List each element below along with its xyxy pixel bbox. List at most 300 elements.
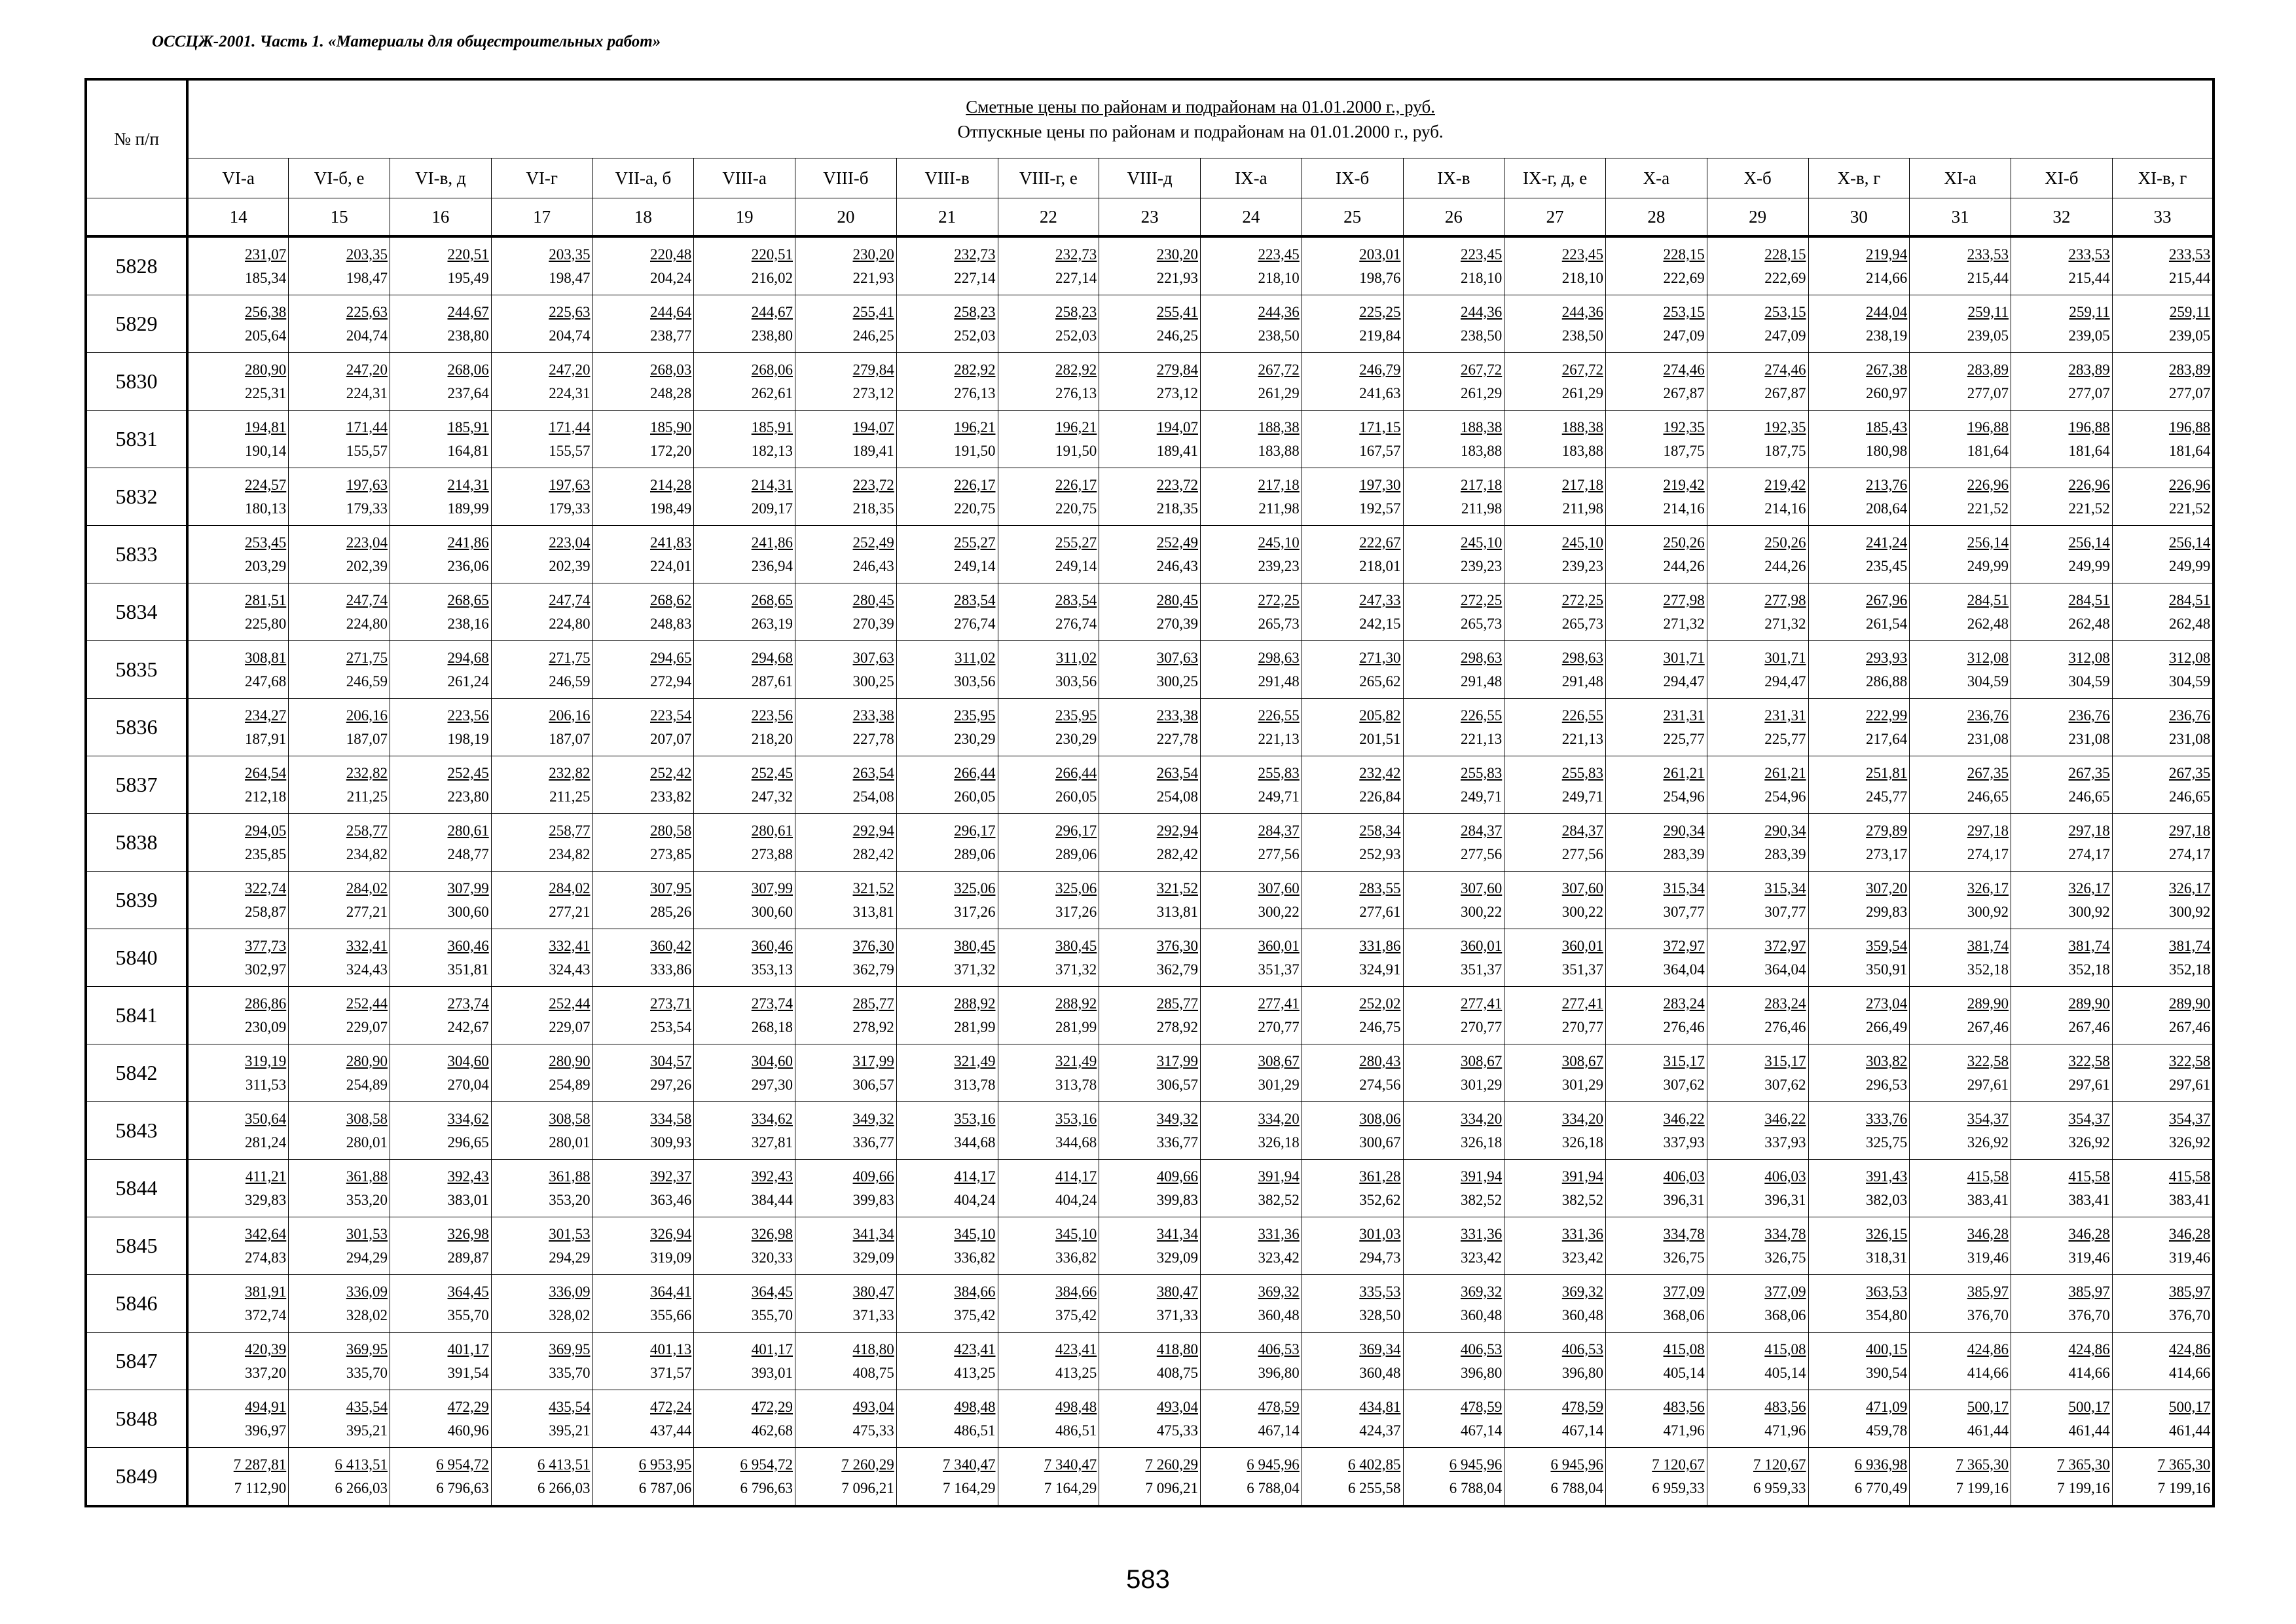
estimate-price-wrap bbox=[191, 301, 286, 324]
estimate-price-wrap bbox=[191, 992, 286, 1016]
estimate-price: 244,67 bbox=[751, 303, 793, 320]
release-price: 205,64 bbox=[245, 327, 287, 344]
estimate-price-wrap bbox=[1101, 531, 1198, 555]
estimate-price-wrap bbox=[1000, 704, 1097, 728]
release-price: 352,18 bbox=[2168, 961, 2211, 978]
column-number: 23 bbox=[1099, 198, 1201, 237]
estimate-price-wrap bbox=[696, 1223, 793, 1246]
estimate-price-wrap bbox=[1406, 1165, 1503, 1189]
release-price: 300,67 bbox=[1359, 1134, 1401, 1151]
estimate-price-wrap bbox=[1912, 1280, 2009, 1304]
estimate-price-wrap bbox=[1709, 934, 1806, 958]
release-price: 297,26 bbox=[650, 1076, 692, 1093]
price-cell bbox=[1099, 641, 1201, 699]
release-price: 372,74 bbox=[245, 1306, 287, 1323]
release-price: 461,44 bbox=[1967, 1422, 2009, 1439]
price-cell bbox=[896, 1102, 998, 1160]
price-cell bbox=[1910, 814, 2011, 872]
estimate-price-wrap bbox=[494, 589, 591, 612]
estimate-price-wrap bbox=[1506, 819, 1603, 843]
release-price: 317,26 bbox=[1055, 903, 1097, 920]
release-price: 396,31 bbox=[1764, 1191, 1806, 1208]
estimate-price-wrap bbox=[595, 1395, 692, 1419]
release-price: 273,85 bbox=[650, 845, 692, 862]
price-cell bbox=[1403, 641, 1504, 699]
estimate-price: 322,58 bbox=[1967, 1052, 2009, 1069]
estimate-price-wrap bbox=[696, 589, 793, 612]
estimate-price: 286,86 bbox=[245, 995, 287, 1012]
price-cell bbox=[998, 929, 1099, 987]
release-price: 337,93 bbox=[1663, 1134, 1705, 1151]
release-price: 249,71 bbox=[1461, 788, 1503, 805]
release-price: 467,14 bbox=[1258, 1422, 1300, 1439]
table-row bbox=[86, 353, 2214, 411]
row-number: 5838 bbox=[86, 814, 187, 872]
estimate-price: 250,26 bbox=[1663, 534, 1705, 551]
release-price: 376,70 bbox=[1967, 1306, 2009, 1323]
release-price: 323,42 bbox=[1258, 1249, 1300, 1266]
estimate-price: 271,75 bbox=[549, 649, 591, 666]
estimate-price: 296,17 bbox=[1055, 822, 1097, 839]
release-price: 262,48 bbox=[1967, 615, 2009, 632]
release-price: 202,39 bbox=[346, 557, 388, 574]
price-cell bbox=[491, 1275, 592, 1333]
estimate-price-wrap bbox=[2115, 531, 2210, 555]
price-cell bbox=[998, 872, 1099, 929]
release-price: 270,77 bbox=[1561, 1018, 1603, 1035]
estimate-price: 322,58 bbox=[2168, 1052, 2211, 1069]
estimate-price-wrap bbox=[1811, 819, 1908, 843]
estimate-price-wrap bbox=[899, 877, 996, 900]
release-price: 276,46 bbox=[1764, 1018, 1806, 1035]
price-cell bbox=[1201, 295, 1302, 353]
estimate-price-wrap bbox=[494, 762, 591, 785]
estimate-price-wrap bbox=[1912, 243, 2009, 267]
estimate-price-wrap bbox=[1203, 992, 1300, 1016]
estimate-price-wrap bbox=[1506, 1280, 1603, 1304]
estimate-price: 380,47 bbox=[852, 1283, 894, 1300]
estimate-price: 363,53 bbox=[1866, 1283, 1908, 1300]
release-price: 238,50 bbox=[1461, 327, 1503, 344]
title-line-release: Отпускные цены по районам и подрайонам на 01.01.2000 г., руб. bbox=[957, 122, 1444, 141]
estimate-price-wrap bbox=[1608, 358, 1705, 382]
price-cell bbox=[2011, 526, 2113, 583]
estimate-price-wrap bbox=[1811, 531, 1908, 555]
price-cell bbox=[795, 1217, 897, 1275]
estimate-price: 255,41 bbox=[1156, 303, 1198, 320]
estimate-price-wrap bbox=[595, 992, 692, 1016]
price-cell bbox=[1201, 872, 1302, 929]
estimate-price: 232,82 bbox=[346, 764, 388, 781]
estimate-price: 321,49 bbox=[954, 1052, 996, 1069]
estimate-price: 360,42 bbox=[650, 937, 692, 954]
estimate-price: 483,56 bbox=[1663, 1398, 1705, 1415]
price-cell bbox=[1910, 1333, 2011, 1390]
release-price: 351,37 bbox=[1461, 961, 1503, 978]
estimate-price-wrap bbox=[291, 531, 388, 555]
estimate-price: 346,22 bbox=[1663, 1110, 1705, 1127]
release-price: 336,82 bbox=[954, 1249, 996, 1266]
estimate-price-wrap bbox=[1506, 416, 1603, 439]
estimate-price: 233,53 bbox=[2068, 246, 2110, 263]
release-price: 326,18 bbox=[1561, 1134, 1603, 1151]
price-cell bbox=[187, 236, 289, 295]
estimate-price-wrap bbox=[1000, 358, 1097, 382]
estimate-price-wrap bbox=[191, 416, 286, 439]
estimate-price-wrap bbox=[595, 646, 692, 670]
estimate-price: 415,58 bbox=[2068, 1168, 2110, 1185]
estimate-price-wrap bbox=[1506, 934, 1603, 958]
estimate-price-wrap bbox=[696, 531, 793, 555]
price-cell bbox=[289, 1390, 390, 1448]
estimate-price: 334,62 bbox=[447, 1110, 489, 1127]
row-number: 5845 bbox=[86, 1217, 187, 1275]
release-price: 273,17 bbox=[1866, 845, 1908, 862]
release-price: 246,43 bbox=[1156, 557, 1198, 574]
estimate-price-wrap bbox=[1506, 646, 1603, 670]
estimate-price: 267,35 bbox=[1967, 764, 2009, 781]
release-price: 191,50 bbox=[954, 442, 996, 459]
release-price: 360,48 bbox=[1359, 1364, 1401, 1381]
release-price: 7 096,21 bbox=[1145, 1479, 1198, 1496]
estimate-price: 325,06 bbox=[954, 879, 996, 896]
price-cell bbox=[896, 583, 998, 641]
price-cell bbox=[1504, 987, 1606, 1044]
release-price: 181,64 bbox=[2068, 442, 2110, 459]
estimate-price-wrap bbox=[1203, 762, 1300, 785]
release-price: 227,14 bbox=[954, 269, 996, 286]
estimate-price: 188,38 bbox=[1561, 418, 1603, 435]
release-price: 363,46 bbox=[650, 1191, 692, 1208]
release-price: 337,20 bbox=[245, 1364, 287, 1381]
estimate-price: 380,45 bbox=[1055, 937, 1097, 954]
release-price: 224,80 bbox=[346, 615, 388, 632]
estimate-price: 214,31 bbox=[447, 476, 489, 493]
price-cell bbox=[1403, 699, 1504, 756]
release-price: 353,20 bbox=[549, 1191, 591, 1208]
estimate-price-wrap bbox=[291, 473, 388, 497]
estimate-price: 391,94 bbox=[1258, 1168, 1300, 1185]
estimate-price: 354,37 bbox=[2168, 1110, 2211, 1127]
estimate-price: 258,23 bbox=[954, 303, 996, 320]
estimate-price: 274,46 bbox=[1663, 361, 1705, 378]
estimate-price: 283,89 bbox=[2068, 361, 2110, 378]
estimate-price: 308,67 bbox=[1561, 1052, 1603, 1069]
price-cell bbox=[2011, 353, 2113, 411]
row-number: 5836 bbox=[86, 699, 187, 756]
release-price: 221,13 bbox=[1561, 730, 1603, 747]
price-cell bbox=[1707, 353, 1808, 411]
column-header: VIII-а bbox=[694, 158, 795, 198]
estimate-price: 6 413,51 bbox=[335, 1456, 388, 1473]
row-number: 5833 bbox=[86, 526, 187, 583]
estimate-price: 255,27 bbox=[1055, 534, 1097, 551]
release-price: 396,31 bbox=[1663, 1191, 1705, 1208]
estimate-price-wrap bbox=[191, 243, 286, 267]
release-price: 375,42 bbox=[954, 1306, 996, 1323]
column-number: 22 bbox=[998, 198, 1099, 237]
estimate-price: 217,18 bbox=[1461, 476, 1503, 493]
estimate-price: 307,60 bbox=[1561, 879, 1603, 896]
estimate-price-wrap bbox=[1506, 473, 1603, 497]
estimate-price: 197,63 bbox=[549, 476, 591, 493]
release-price: 164,81 bbox=[447, 442, 489, 459]
estimate-price: 409,66 bbox=[852, 1168, 894, 1185]
release-price: 319,46 bbox=[1967, 1249, 2009, 1266]
release-price: 296,65 bbox=[447, 1134, 489, 1151]
release-price: 234,82 bbox=[549, 845, 591, 862]
price-cell bbox=[1201, 814, 1302, 872]
estimate-price: 196,21 bbox=[1055, 418, 1097, 435]
estimate-price-wrap bbox=[1506, 301, 1603, 324]
price-cell bbox=[187, 699, 289, 756]
row-number: 5846 bbox=[86, 1275, 187, 1333]
price-cell bbox=[592, 756, 694, 814]
price-cell bbox=[694, 929, 795, 987]
estimate-price-wrap bbox=[2013, 243, 2110, 267]
release-price: 249,71 bbox=[1561, 788, 1603, 805]
release-price: 246,25 bbox=[1156, 327, 1198, 344]
estimate-price-wrap bbox=[191, 877, 286, 900]
price-cell bbox=[1606, 987, 1707, 1044]
estimate-price-wrap bbox=[899, 992, 996, 1016]
release-price: 236,94 bbox=[751, 557, 793, 574]
release-price: 212,18 bbox=[245, 788, 287, 805]
release-price: 187,07 bbox=[549, 730, 591, 747]
estimate-price-wrap bbox=[2013, 1165, 2110, 1189]
price-cell bbox=[187, 1102, 289, 1160]
release-price: 260,05 bbox=[954, 788, 996, 805]
estimate-price-wrap bbox=[1304, 589, 1401, 612]
estimate-price: 292,94 bbox=[852, 822, 894, 839]
estimate-price-wrap bbox=[1811, 473, 1908, 497]
estimate-price: 331,86 bbox=[1359, 937, 1401, 954]
release-price: 324,43 bbox=[549, 961, 591, 978]
price-cell bbox=[694, 1044, 795, 1102]
estimate-price: 252,02 bbox=[1359, 995, 1401, 1012]
price-cell bbox=[795, 526, 897, 583]
price-cell bbox=[1808, 641, 1910, 699]
estimate-price: 369,34 bbox=[1359, 1340, 1401, 1357]
estimate-price: 288,92 bbox=[954, 995, 996, 1012]
price-cell bbox=[1808, 1044, 1910, 1102]
price-cell bbox=[1910, 236, 2011, 295]
table-row bbox=[86, 526, 2214, 583]
estimate-price-wrap bbox=[797, 646, 894, 670]
release-price: 344,68 bbox=[1055, 1134, 1097, 1151]
estimate-price-wrap bbox=[392, 1338, 489, 1361]
release-price: 6 788,04 bbox=[1550, 1479, 1603, 1496]
release-price: 414,66 bbox=[2168, 1364, 2211, 1381]
price-cell bbox=[896, 1448, 998, 1507]
price-cell bbox=[1606, 1217, 1707, 1275]
estimate-price: 360,01 bbox=[1258, 937, 1300, 954]
estimate-price-wrap bbox=[2013, 934, 2110, 958]
estimate-price-wrap bbox=[1203, 358, 1300, 382]
estimate-price-wrap bbox=[1000, 646, 1097, 670]
price-cell bbox=[998, 468, 1099, 526]
estimate-price-wrap bbox=[1101, 473, 1198, 497]
price-cell bbox=[1201, 236, 1302, 295]
price-cell bbox=[289, 583, 390, 641]
estimate-price-wrap bbox=[1506, 1453, 1603, 1477]
release-price: 246,59 bbox=[346, 673, 388, 690]
estimate-price-wrap bbox=[1912, 1338, 2009, 1361]
estimate-price: 233,38 bbox=[1156, 707, 1198, 724]
estimate-price: 226,17 bbox=[1055, 476, 1097, 493]
estimate-price-wrap bbox=[1709, 1107, 1806, 1131]
estimate-price: 6 402,85 bbox=[1348, 1456, 1401, 1473]
release-price: 328,50 bbox=[1359, 1306, 1401, 1323]
price-cell bbox=[592, 295, 694, 353]
release-price: 301,29 bbox=[1561, 1076, 1603, 1093]
estimate-price: 283,89 bbox=[2168, 361, 2211, 378]
price-cell bbox=[998, 814, 1099, 872]
release-price: 324,91 bbox=[1359, 961, 1401, 978]
price-cell bbox=[187, 1333, 289, 1390]
release-price: 254,96 bbox=[1764, 788, 1806, 805]
price-cell bbox=[491, 987, 592, 1044]
price-cell bbox=[2011, 1102, 2113, 1160]
release-price: 383,41 bbox=[2068, 1191, 2110, 1208]
estimate-price-wrap bbox=[1506, 1050, 1603, 1073]
estimate-price: 267,35 bbox=[2068, 764, 2110, 781]
release-price: 301,29 bbox=[1461, 1076, 1503, 1093]
estimate-price: 258,77 bbox=[549, 822, 591, 839]
release-price: 247,09 bbox=[1663, 327, 1705, 344]
release-price: 399,83 bbox=[852, 1191, 894, 1208]
release-price: 461,44 bbox=[2068, 1422, 2110, 1439]
document-header: ОССЦЖ-2001. Часть 1. «Материалы для общестроительных работ» bbox=[152, 33, 661, 50]
estimate-price-wrap bbox=[494, 1050, 591, 1073]
price-cell bbox=[1707, 699, 1808, 756]
estimate-price: 267,35 bbox=[2168, 764, 2211, 781]
estimate-price-wrap bbox=[494, 531, 591, 555]
release-price: 246,59 bbox=[549, 673, 591, 690]
price-cell bbox=[2011, 1390, 2113, 1448]
estimate-price-wrap bbox=[1203, 1453, 1300, 1477]
price-cell bbox=[289, 1448, 390, 1507]
estimate-price-wrap bbox=[2115, 1107, 2210, 1131]
estimate-price-wrap bbox=[191, 358, 286, 382]
estimate-price-wrap bbox=[392, 819, 489, 843]
estimate-price-wrap bbox=[191, 1395, 286, 1419]
release-price: 335,70 bbox=[549, 1364, 591, 1381]
release-price: 467,14 bbox=[1461, 1422, 1503, 1439]
release-price: 274,17 bbox=[2068, 845, 2110, 862]
price-cell bbox=[187, 987, 289, 1044]
estimate-price: 233,53 bbox=[2168, 246, 2211, 263]
estimate-price-wrap bbox=[2115, 1338, 2210, 1361]
release-price: 277,61 bbox=[1359, 903, 1401, 920]
estimate-price: 297,18 bbox=[2168, 822, 2211, 839]
price-cell bbox=[998, 583, 1099, 641]
estimate-price-wrap bbox=[797, 1165, 894, 1189]
price-cell bbox=[289, 236, 390, 295]
estimate-price-wrap bbox=[1912, 992, 2009, 1016]
estimate-price: 500,17 bbox=[1967, 1398, 2009, 1415]
estimate-price-wrap bbox=[1101, 646, 1198, 670]
estimate-price-wrap bbox=[696, 704, 793, 728]
price-cell bbox=[1606, 353, 1707, 411]
estimate-price: 233,38 bbox=[852, 707, 894, 724]
release-price: 229,07 bbox=[346, 1018, 388, 1035]
estimate-price-wrap bbox=[1000, 531, 1097, 555]
release-price: 267,87 bbox=[1764, 384, 1806, 401]
estimate-price-wrap bbox=[1101, 1050, 1198, 1073]
price-cell bbox=[1504, 1160, 1606, 1217]
release-price: 220,75 bbox=[954, 500, 996, 517]
price-cell bbox=[187, 1044, 289, 1102]
estimate-price-wrap bbox=[595, 1453, 692, 1477]
estimate-price-wrap bbox=[191, 531, 286, 555]
estimate-price: 267,72 bbox=[1561, 361, 1603, 378]
release-price: 364,04 bbox=[1764, 961, 1806, 978]
estimate-price: 192,35 bbox=[1764, 418, 1806, 435]
estimate-price-wrap bbox=[1811, 1050, 1908, 1073]
estimate-price-wrap bbox=[1406, 531, 1503, 555]
estimate-price: 369,32 bbox=[1258, 1283, 1300, 1300]
estimate-price-wrap bbox=[1912, 1395, 2009, 1419]
estimate-price: 297,18 bbox=[2068, 822, 2110, 839]
price-cell bbox=[1504, 295, 1606, 353]
release-price: 306,57 bbox=[852, 1076, 894, 1093]
price-cell bbox=[1403, 353, 1504, 411]
price-cell bbox=[896, 526, 998, 583]
release-price: 239,05 bbox=[1967, 327, 2009, 344]
release-price: 6 255,58 bbox=[1348, 1479, 1401, 1496]
column-header: IX-в bbox=[1403, 158, 1504, 198]
release-price: 360,48 bbox=[1258, 1306, 1300, 1323]
estimate-price-wrap bbox=[1506, 1165, 1603, 1189]
estimate-price-wrap bbox=[494, 934, 591, 958]
price-cell bbox=[1910, 1448, 2011, 1507]
estimate-price: 279,84 bbox=[1156, 361, 1198, 378]
price-cell bbox=[491, 1390, 592, 1448]
release-price: 224,31 bbox=[549, 384, 591, 401]
estimate-price: 359,54 bbox=[1866, 937, 1908, 954]
release-price: 313,81 bbox=[852, 903, 894, 920]
page-number: 583 bbox=[1126, 1565, 1170, 1594]
estimate-price-wrap bbox=[1000, 1453, 1097, 1477]
release-price: 187,75 bbox=[1764, 442, 1806, 459]
price-cell bbox=[896, 756, 998, 814]
price-cell bbox=[795, 353, 897, 411]
price-cell bbox=[187, 583, 289, 641]
release-price: 222,69 bbox=[1663, 269, 1705, 286]
price-cell bbox=[1707, 583, 1808, 641]
estimate-price-wrap bbox=[1101, 762, 1198, 785]
estimate-price-wrap bbox=[1203, 877, 1300, 900]
column-number: 33 bbox=[2112, 198, 2214, 237]
release-price: 280,01 bbox=[346, 1134, 388, 1151]
estimate-price: 364,41 bbox=[650, 1283, 692, 1300]
price-cell bbox=[1302, 411, 1403, 468]
release-price: 371,57 bbox=[650, 1364, 692, 1381]
estimate-price-wrap bbox=[2013, 1223, 2110, 1246]
release-price: 246,65 bbox=[2068, 788, 2110, 805]
estimate-price: 364,45 bbox=[447, 1283, 489, 1300]
price-cell bbox=[592, 872, 694, 929]
column-header: IX-г, д, е bbox=[1504, 158, 1606, 198]
estimate-price: 326,94 bbox=[650, 1225, 692, 1242]
estimate-price: 244,04 bbox=[1866, 303, 1908, 320]
release-price: 183,88 bbox=[1461, 442, 1503, 459]
price-cell bbox=[1403, 756, 1504, 814]
estimate-price-wrap bbox=[494, 646, 591, 670]
estimate-price-wrap bbox=[1304, 1395, 1401, 1419]
price-cell bbox=[491, 756, 592, 814]
